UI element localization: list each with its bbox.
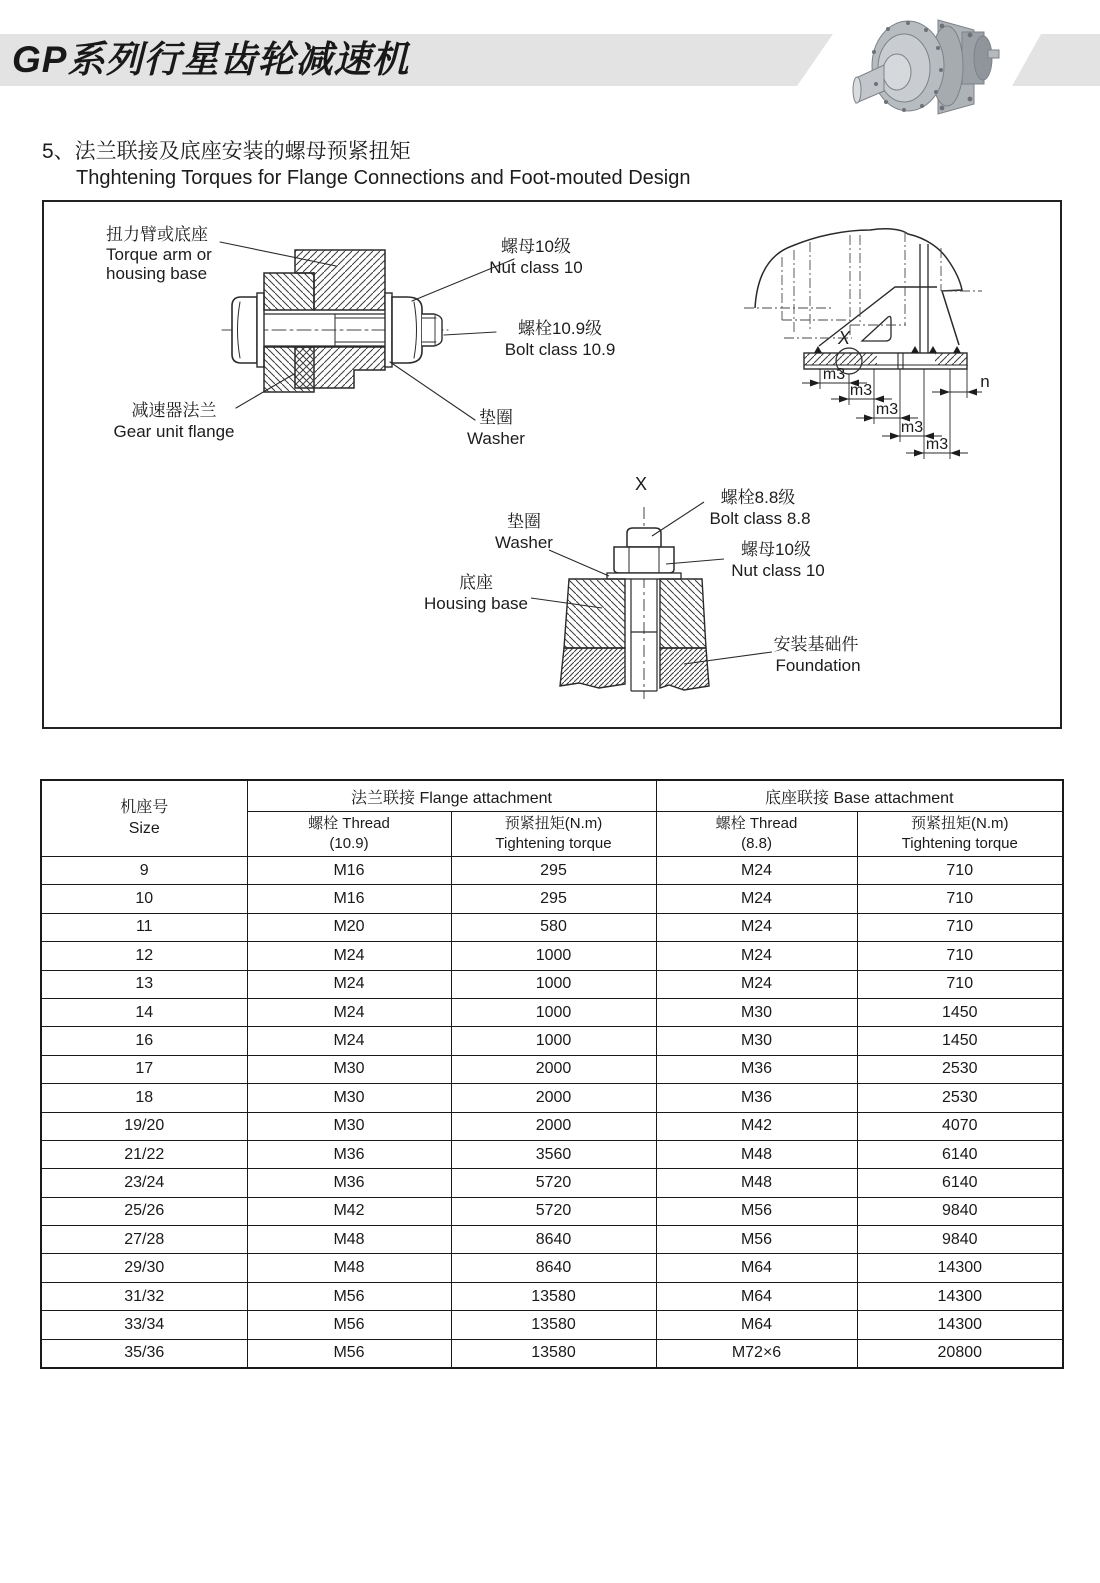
table-cell: 8640 [451, 1226, 656, 1254]
table-cell: M56 [247, 1282, 451, 1310]
detail-nut [614, 547, 674, 573]
label-bolt88-zh: 螺栓8.8级 [720, 488, 796, 507]
table-cell: 35/36 [41, 1339, 247, 1368]
base-thread-line2: (8.8) [741, 835, 772, 852]
gearbox-photo [850, 4, 1000, 119]
table-cell: 710 [857, 885, 1063, 913]
rib-hole [862, 316, 891, 341]
table-cell: 710 [857, 970, 1063, 998]
table-cell: M24 [247, 1027, 451, 1055]
flange-thread-line1: 螺栓 Thread [308, 814, 390, 832]
table-cell: 29/30 [41, 1254, 247, 1282]
table-cell: 9840 [857, 1197, 1063, 1225]
label-bolt-en: Bolt class 10.9 [504, 340, 616, 359]
table-cell: 13580 [451, 1282, 656, 1310]
table-cell: 14300 [857, 1311, 1063, 1339]
table-cell: M24 [247, 998, 451, 1026]
dim-m3-1: m3 [822, 366, 846, 383]
table-cell: 5720 [451, 1169, 656, 1197]
flange-thread-line2: (10.9) [329, 835, 369, 852]
dimension-lines [802, 383, 982, 453]
col-header-size-en: Size [128, 819, 160, 837]
table-cell: 1000 [451, 970, 656, 998]
detail-x-mark: X [837, 328, 851, 348]
table-cell: M36 [656, 1055, 857, 1083]
col-header-size [41, 780, 247, 857]
table-cell: 21/22 [41, 1140, 247, 1168]
detail-bolt-head [627, 528, 661, 547]
label-flange-zh: 减速器法兰 [131, 401, 217, 420]
table-cell: M42 [656, 1112, 857, 1140]
table-cell: 14300 [857, 1254, 1063, 1282]
table-cell: 13 [41, 970, 247, 998]
table-cell: 9 [41, 857, 247, 885]
table-cell: 1450 [857, 1027, 1063, 1055]
table-cell: 12 [41, 942, 247, 970]
section-title-zh: 5、法兰联接及底座安装的螺母预紧扭矩 [42, 140, 411, 163]
table-cell: M48 [247, 1254, 451, 1282]
base-plate-hatch-left [804, 353, 877, 365]
table-cell: 5720 [451, 1197, 656, 1225]
table-cell: 1450 [857, 998, 1063, 1026]
table-row [41, 1282, 1063, 1310]
dim-m3-3: m3 [875, 401, 899, 418]
table-cell: M30 [656, 1027, 857, 1055]
table-cell: M56 [247, 1339, 451, 1368]
table-group-header-row [41, 780, 1063, 812]
label-bolt-zh: 螺栓10.9级 [517, 319, 603, 338]
table-cell: 1000 [451, 998, 656, 1026]
label-nut10-en: Nut class 10 [731, 561, 825, 580]
table-cell: 710 [857, 942, 1063, 970]
table-cell: 27/28 [41, 1226, 247, 1254]
leader-washer [390, 362, 475, 420]
flange-torque-line2: Tightening torque [495, 835, 612, 852]
table-cell: 2530 [857, 1055, 1063, 1083]
page-title: GP系列行星齿轮减速机 [12, 39, 410, 80]
label-base-en: Housing base [424, 594, 528, 613]
base-torque-line2: Tightening torque [901, 835, 1018, 852]
table-row [41, 1112, 1063, 1140]
bolt-head [232, 297, 257, 363]
table-cell: 295 [451, 885, 656, 913]
table-cell: 1000 [451, 942, 656, 970]
table-cell: M36 [247, 1169, 451, 1197]
table-cell: 16 [41, 1027, 247, 1055]
table-cell: M24 [656, 913, 857, 941]
group-header-flange: 法兰联接 Flange attachment [247, 780, 656, 812]
dim-m3-4: m3 [900, 419, 924, 436]
table-row [41, 913, 1063, 941]
table-row [41, 1169, 1063, 1197]
table-cell: M56 [656, 1226, 857, 1254]
section-heading [42, 138, 690, 191]
table-cell: M48 [247, 1226, 451, 1254]
table-row [41, 1311, 1063, 1339]
table-cell: M64 [656, 1254, 857, 1282]
table-cell: 8640 [451, 1254, 656, 1282]
table-row [41, 998, 1063, 1026]
label-nut10-zh: 螺母10级 [741, 540, 811, 559]
table-cell: M20 [247, 913, 451, 941]
label-washer-en: Washer [467, 429, 525, 448]
label-nut-zh: 螺母10级 [501, 237, 571, 256]
gearbox-hub [883, 54, 911, 90]
dim-n: n [980, 372, 990, 391]
table-row [41, 857, 1063, 885]
table-cell: 13580 [451, 1339, 656, 1368]
table-row [41, 942, 1063, 970]
table-cell: M64 [656, 1282, 857, 1310]
table-cell: 4070 [857, 1112, 1063, 1140]
left-washer [257, 293, 264, 367]
table-cell: 3560 [451, 1140, 656, 1168]
table-cell: M16 [247, 857, 451, 885]
label-nut-en: Nut class 10 [489, 258, 583, 277]
section-title-en: Thghtening Torques for Flange Connections and Foot-mouted Design [76, 167, 691, 189]
table-cell: 13580 [451, 1311, 656, 1339]
col-header-size-zh: 机座号 [120, 798, 169, 816]
table-cell: 2000 [451, 1084, 656, 1112]
figure-box [42, 200, 1062, 729]
flange-connection-diagram [106, 225, 615, 448]
weld-marks [814, 346, 961, 353]
table-cell: M24 [656, 970, 857, 998]
label-base-zh: 底座 [459, 573, 493, 592]
table-cell: 710 [857, 913, 1063, 941]
table-cell: 2530 [857, 1084, 1063, 1112]
table-cell: 1000 [451, 1027, 656, 1055]
table-cell: 17 [41, 1055, 247, 1083]
table-row [41, 1027, 1063, 1055]
table-row [41, 1226, 1063, 1254]
table-cell: 580 [451, 913, 656, 941]
label-bolt88-en: Bolt class 8.8 [709, 509, 811, 528]
housing-base-left [564, 579, 625, 648]
table-cell: 14 [41, 998, 247, 1026]
col-header-flange-thread [247, 812, 451, 857]
col-header-base-thread [656, 812, 857, 857]
table-cell: M36 [656, 1084, 857, 1112]
table-cell: 710 [857, 857, 1063, 885]
table-row [41, 1197, 1063, 1225]
base-torque-line1: 预紧扭矩(N.m) [911, 814, 1009, 832]
table-cell: 31/32 [41, 1282, 247, 1310]
table-cell: M24 [656, 885, 857, 913]
flange-washer [385, 293, 392, 367]
detail-x-title: X [634, 474, 648, 494]
anchor-bolt [920, 244, 928, 369]
label-washer2-en: Washer [495, 533, 553, 552]
bolt-tip [422, 314, 442, 346]
table-cell: 9840 [857, 1226, 1063, 1254]
table-cell: M24 [247, 970, 451, 998]
table-body [41, 857, 1063, 1369]
table-cell: 2000 [451, 1055, 656, 1083]
table-cell: M48 [656, 1169, 857, 1197]
table-cell: 23/24 [41, 1169, 247, 1197]
table-cell: M16 [247, 885, 451, 913]
table-cell: M48 [656, 1140, 857, 1168]
table-cell: M24 [247, 942, 451, 970]
label-torque-arm-en1: Torque arm or [106, 245, 212, 264]
table-cell: 33/34 [41, 1311, 247, 1339]
table-cell: 11 [41, 913, 247, 941]
table-cell: M56 [247, 1311, 451, 1339]
torque-table [40, 779, 1064, 1369]
group-header-base: 底座联接 Base attachment [656, 780, 1063, 812]
table-row [41, 1339, 1063, 1368]
table-cell: M36 [247, 1140, 451, 1168]
header-band-right [1012, 34, 1100, 86]
flange-torque-line1: 预紧扭矩(N.m) [504, 814, 603, 832]
table-row [41, 1254, 1063, 1282]
gearbox-input-stub [988, 50, 999, 58]
label-torque-arm-zh: 扭力臂或底座 [106, 225, 208, 244]
table-cell: M30 [247, 1055, 451, 1083]
base-plate-hatch-right [935, 353, 967, 365]
label-flange-en: Gear unit flange [113, 422, 235, 441]
col-header-base-torque [857, 812, 1063, 857]
table-cell: 19/20 [41, 1112, 247, 1140]
gusset-rib [819, 287, 937, 346]
table-cell: M56 [656, 1197, 857, 1225]
table-row [41, 1055, 1063, 1083]
table-cell: M30 [247, 1112, 451, 1140]
table-cell: M42 [247, 1197, 451, 1225]
col-header-flange-torque [451, 812, 656, 857]
table-cell: M30 [656, 998, 857, 1026]
table-row [41, 1084, 1063, 1112]
foot-mounting-diagram [744, 229, 990, 459]
table-cell: 6140 [857, 1140, 1063, 1168]
table-cell: 295 [451, 857, 656, 885]
table-row [41, 1140, 1063, 1168]
flange-upper [264, 273, 314, 310]
leader-bolt [444, 332, 496, 335]
base-thread-line1: 螺栓 Thread [715, 814, 798, 832]
housing-base-right [660, 579, 706, 648]
table-row [41, 970, 1063, 998]
table-cell: 2000 [451, 1112, 656, 1140]
table-cell: M24 [656, 942, 857, 970]
label-foundation-zh: 安装基础件 [773, 635, 859, 654]
torque-arm-lower [295, 347, 385, 388]
table-cell: M24 [656, 857, 857, 885]
dim-m3-5: m3 [925, 436, 949, 453]
label-torque-arm-en2: housing base [106, 264, 208, 283]
detail-washer [607, 573, 681, 579]
table-cell: M30 [247, 1084, 451, 1112]
detail-x-diagram [424, 474, 861, 699]
foundation-right [660, 648, 709, 690]
label-washer2-zh: 垫圈 [507, 512, 541, 531]
table-cell: 6140 [857, 1169, 1063, 1197]
table-cell: 14300 [857, 1282, 1063, 1310]
table-cell: 25/26 [41, 1197, 247, 1225]
gearbox-shaft-end [853, 77, 861, 103]
phantom-lines [744, 232, 982, 338]
table-row [41, 885, 1063, 913]
foundation-left [560, 648, 625, 688]
table-cell: 18 [41, 1084, 247, 1112]
nut [392, 297, 422, 363]
label-foundation-en: Foundation [775, 656, 861, 675]
label-washer-zh: 垫圈 [479, 408, 513, 427]
table-cell: M72×6 [656, 1339, 857, 1368]
table-cell: 10 [41, 885, 247, 913]
table-cell: M64 [656, 1311, 857, 1339]
dim-m3-2: m3 [849, 382, 873, 399]
table-cell: 20800 [857, 1339, 1063, 1368]
